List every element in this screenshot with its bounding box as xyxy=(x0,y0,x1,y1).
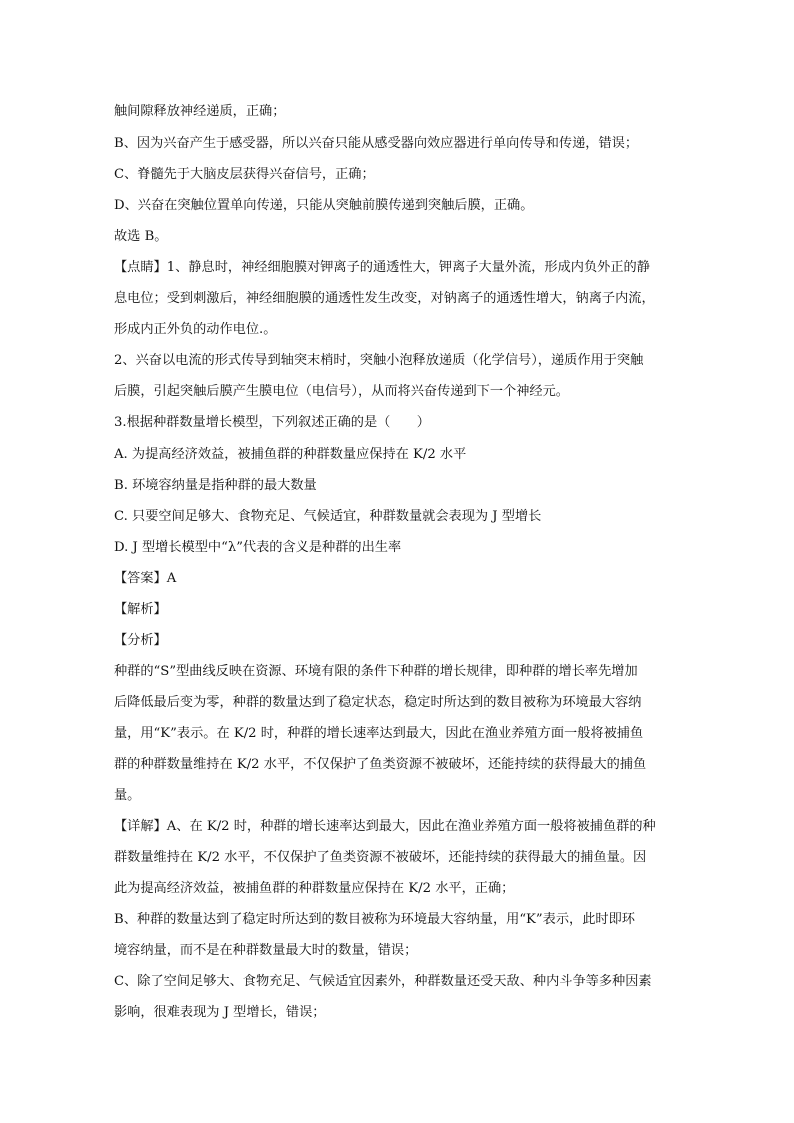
question-stem: 3.根据种群数量增长模型，下列叙述正确的是（ ） xyxy=(114,415,430,430)
text-line: 2、兴奋以电流的形式传导到轴突末梢时，突触小泡释放递质（化学信号），递质作用于突触 xyxy=(114,353,644,368)
text-line: 影响，很难表现为 J 型增长，错误； xyxy=(114,1005,326,1020)
text-line: 形成内正外负的动作电位.。 xyxy=(114,322,277,337)
option-c: C. 只要空间足够大、食物充足、气候适宜，种群数量就会表现为 J 型增长 xyxy=(114,509,542,524)
answer-label: 【答案】A xyxy=(114,571,177,586)
option-a: A. 为提高经济效益，被捕鱼群的种群数量应保持在 K/2 水平 xyxy=(114,447,467,462)
text-line: C、脊髓先于大脑皮层获得兴奋信号，正确； xyxy=(114,167,375,182)
option-b: B. 环境容纳量是指种群的最大数量 xyxy=(114,478,317,493)
text-line: 量，用“K”表示。在 K/2 时，种群的增长速率达到最大，因此在渔业养殖方面一般将被捕鱼 xyxy=(114,726,644,741)
text-line: 故选 B。 xyxy=(114,229,168,244)
text-line: 【点睛】1、静息时，神经细胞膜对钾离子的通透性大，钾离子大量外流，形成内负外正的静 xyxy=(114,260,650,275)
text-line: 群的种群数量维持在 K/2 水平，不仅保护了鱼类资源不被破坏，还能持续的获得最大的捕鱼 xyxy=(114,757,647,772)
text-line: C、除了空间足够大、食物充足、气候适宜因素外，种群数量还受天敌、种内斗争等多种因素 xyxy=(114,974,652,989)
text-line: 群数量维持在 K/2 水平，不仅保护了鱼类资源不被破坏，还能持续的获得最大的捕鱼量。因 xyxy=(114,850,647,865)
text-line: B、因为兴奋产生于感受器，所以兴奋只能从感受器向效应器进行单向传导和传递，错误； xyxy=(114,136,638,151)
text-line: 后膜，引起突触后膜产生膜电位（电信号），从而将兴奋传递到下一个神经元。 xyxy=(114,384,569,399)
breakdown-label: 【分析】 xyxy=(114,633,167,648)
text-line: 息电位；受到刺激后，神经细胞膜的通透性发生改变，对钠离子的通透性增大，钠离子内流， xyxy=(114,291,655,306)
text-line: 种群的“S”型曲线反映在资源、环境有限的条件下种群的增长规律，即种群的增长率先增加 xyxy=(114,664,638,679)
text-line: 境容纳量，而不是在种群数量最大时的数量，错误； xyxy=(114,943,418,958)
analysis-label: 【解析】 xyxy=(114,602,167,617)
text-line: 【详解】A、在 K/2 时，种群的增长速率达到最大，因此在渔业养殖方面一般将被捕鱼群的种 xyxy=(114,819,656,834)
text-line: 此为提高经济效益，被捕鱼群的种群数量应保持在 K/2 水平，正确； xyxy=(114,881,515,896)
option-d: D. J 型增长模型中“λ”代表的含义是种群的出生率 xyxy=(114,540,402,555)
text-line: 触间隙释放神经递质，正确； xyxy=(114,104,286,119)
text-line: D、兴奋在突触位置单向传递，只能从突触前膜传递到突触后膜，正确。 xyxy=(114,198,534,213)
text-line: B、种群的数量达到了稳定时所达到的数目被称为环境最大容纳量，用“K”表示，此时即环 xyxy=(114,912,635,927)
text-line: 后降低最后变为零，种群的数量达到了稳定状态，稳定时所达到的数目被称为环境最大容纳 xyxy=(114,695,642,710)
text-line: 量。 xyxy=(114,788,141,803)
